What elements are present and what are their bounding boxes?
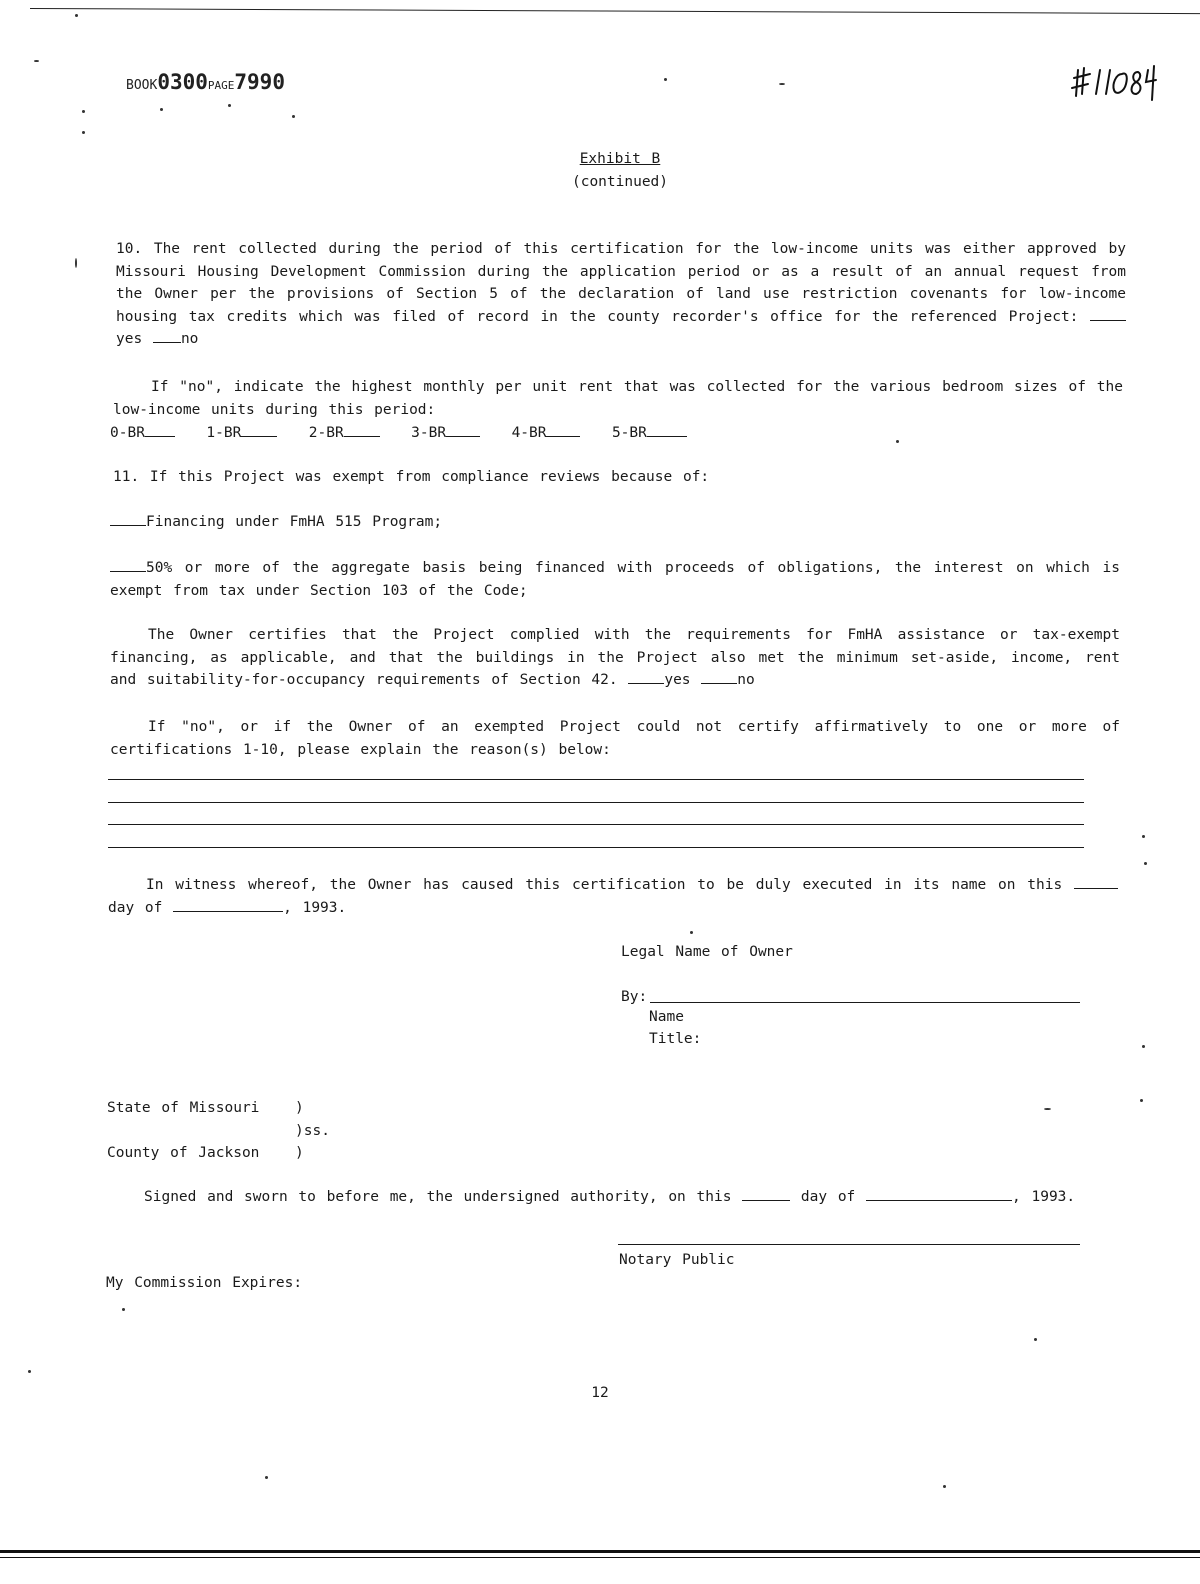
explain-line-4[interactable]: [108, 847, 1084, 848]
scan-speck: [1140, 1099, 1143, 1102]
notary-day-blank[interactable]: [742, 1188, 790, 1201]
explain-line-1[interactable]: [108, 779, 1084, 780]
signed-sworn-line: [144, 1186, 1124, 1209]
ss-label: )ss.: [295, 1123, 330, 1139]
item-11-intro: 11. If this Project was exempt from compliance reviews because of:: [113, 469, 710, 485]
page-number: 12: [591, 1385, 609, 1401]
item-11-certify: [110, 624, 1120, 692]
county-of-jackson: County of Jackson: [107, 1145, 260, 1161]
item-10-no-label: no: [180, 331, 199, 347]
witness-paragraph: [108, 874, 1118, 919]
exhibit-label: Exhibit B: [579, 151, 661, 167]
item-10-no-paragraph: [113, 376, 1123, 421]
item-11-option-1-text: Financing under FmHA 515 Program;: [146, 514, 443, 530]
page-number: 7990: [234, 70, 285, 94]
item-11-yes-blank[interactable]: [628, 671, 664, 684]
scan-speck: [943, 1485, 946, 1488]
scan-speck: [1044, 1108, 1051, 1110]
scan-speck: [896, 440, 899, 443]
scan-speck: [160, 108, 163, 111]
notary-month-blank[interactable]: [866, 1188, 1012, 1201]
scan-speck: [292, 115, 295, 118]
bedroom-3br-blank[interactable]: [446, 424, 480, 437]
bedroom-1br-blank[interactable]: [241, 424, 277, 437]
bedroom-2br-blank[interactable]: [344, 424, 380, 437]
scan-speck: [34, 60, 39, 62]
top-border: [30, 8, 1200, 14]
state-of-missouri: State of Missouri: [107, 1100, 260, 1116]
item-11-no-blank[interactable]: [701, 671, 737, 684]
witness-text: In witness whereof, the Owner has caused this certification to be duly executed in its name on this: [146, 877, 1063, 893]
bedroom-0br-label: 0-BR: [110, 425, 145, 441]
explain-line-3[interactable]: [108, 824, 1084, 825]
by-signature-line[interactable]: [650, 1002, 1080, 1003]
bedroom-0br-blank[interactable]: [145, 424, 175, 437]
scan-speck: [690, 931, 693, 934]
handwritten-number: [1060, 56, 1160, 106]
scan-speck: [28, 1370, 31, 1373]
item-11-certify-text: The Owner certifies that the Project complied with the requirements for FmHA assistance or tax-exempt financing, as applicable, and that the buildings in the Project also met the minimum set-aside, income, rent and suitability-for-occupancy requirements of Section 42.: [110, 627, 1120, 688]
bottom-border: [0, 1550, 1200, 1553]
legal-name-of-owner: Legal Name of Owner: [621, 944, 793, 960]
scan-speck: [265, 1476, 268, 1479]
book-number: 0300: [157, 70, 208, 94]
scan-speck: [75, 258, 77, 268]
title-label: Title:: [649, 1031, 702, 1047]
notary-year: , 1993.: [1012, 1189, 1076, 1205]
bedroom-2br-label: 2-BR: [308, 425, 344, 441]
bedroom-1br-label: 1-BR: [206, 425, 242, 441]
scan-speck: [1142, 1045, 1145, 1048]
item-11-option-2-blank[interactable]: [110, 559, 146, 572]
scan-speck: [82, 131, 85, 134]
page-label: PAGE: [207, 79, 235, 92]
item-11-option-2-text: 50% or more of the aggregate basis being financed with proceeds of obligations, the interest on which is exempt from tax under Section 103 of the Code;: [110, 560, 1120, 599]
book-label: BOOK: [126, 78, 158, 93]
scan-speck: [1144, 862, 1147, 865]
explain-line-2[interactable]: [108, 802, 1084, 803]
explain-paragraph: [110, 716, 1120, 761]
item-10-yes-label: yes: [116, 331, 143, 347]
item-10-paragraph: [116, 238, 1126, 351]
bedroom-4br-label: 4-BR: [511, 425, 547, 441]
scan-speck: [664, 78, 667, 81]
bedroom-5br-blank[interactable]: [647, 424, 687, 437]
bedroom-rent-row: [110, 422, 710, 445]
scan-speck: [122, 1308, 125, 1311]
scan-speck: [1142, 835, 1145, 838]
book-page-stamp: [126, 70, 285, 94]
notary-public-label: Notary Public: [619, 1252, 735, 1268]
county-paren: ): [295, 1145, 304, 1161]
bedroom-4br-blank[interactable]: [546, 424, 580, 437]
bedroom-3br-label: 3-BR: [411, 425, 447, 441]
bottom-border-thin: [0, 1557, 1200, 1558]
item-10-yes-blank[interactable]: [1090, 308, 1126, 321]
item-11-option-1: [110, 511, 1010, 534]
witness-month-blank[interactable]: [173, 899, 283, 912]
notary-day-of: day of: [800, 1189, 856, 1205]
item-10-text: 10. The rent collected during the period of this certification for the low-income units was either approved by Missouri Housing Development Commission during the application period or as a result of an annual request from the Owner per the provisions of Section 5 of the declaration of land use restriction covenants for low-income housing tax credits which was filed of record in the county recorder's office for the referenced Project:: [116, 241, 1126, 325]
name-label: Name: [649, 1009, 684, 1025]
scan-speck: [779, 83, 785, 85]
item-10-no-text: If "no", indicate the highest monthly per unit rent that was collected for the various bedroom sizes of the low-income units during this period:: [113, 379, 1123, 418]
commission-expires-label: My Commission Expires:: [106, 1275, 303, 1291]
witness-day-blank[interactable]: [1074, 876, 1118, 889]
item-11-option-2: [110, 557, 1120, 602]
item-11-no-label: no: [737, 672, 755, 688]
notary-signature-line[interactable]: [618, 1244, 1080, 1245]
scan-speck: [75, 14, 78, 17]
explain-text: If "no", or if the Owner of an exempted Project could not certify affirmatively to one or more of certifications 1-10, please explain the reason(s) below:: [110, 719, 1120, 758]
witness-day-of: day of: [108, 899, 163, 916]
item-10-no-blank[interactable]: [153, 330, 181, 343]
state-paren: ): [295, 1100, 304, 1116]
exhibit-continued: (continued): [571, 173, 669, 190]
item-11-option-1-blank[interactable]: [110, 513, 146, 526]
scan-speck: [228, 104, 231, 107]
witness-year: , 1993.: [283, 899, 347, 916]
signed-sworn-text: Signed and sworn to before me, the undersigned authority, on this: [144, 1189, 732, 1205]
scan-speck: [82, 110, 85, 113]
by-label: By:: [621, 989, 648, 1005]
item-11-yes-label: yes: [664, 672, 691, 688]
exhibit-title: [520, 148, 720, 193]
bedroom-5br-label: 5-BR: [611, 425, 647, 441]
scan-speck: [1034, 1338, 1037, 1341]
